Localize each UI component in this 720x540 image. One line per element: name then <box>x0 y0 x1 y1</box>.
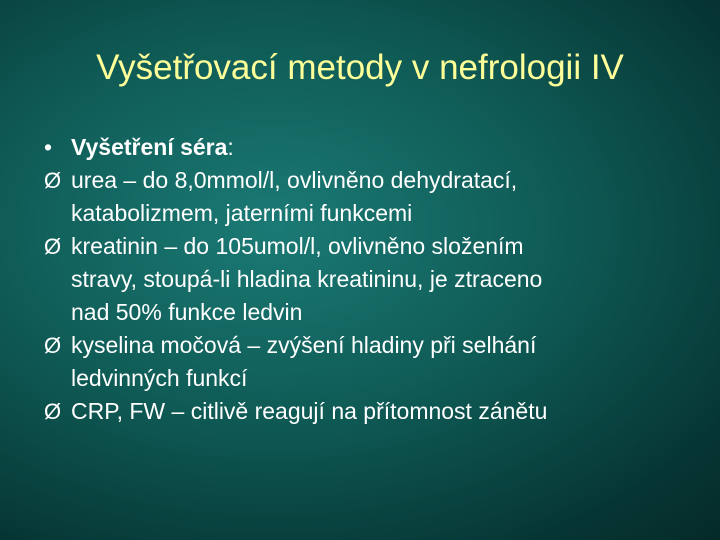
list-item <box>44 395 694 428</box>
arrow-bullet-icon: Ø <box>44 399 62 424</box>
arrow-bullet-icon: Ø <box>44 234 62 259</box>
slide-body <box>44 131 694 428</box>
arrow-bullet-icon: Ø <box>44 333 62 358</box>
slide-title: Vyšetřovací metody v nefrologii IV <box>96 48 624 87</box>
section-label: Vyšetření séra <box>71 134 228 160</box>
list-item-text: CRP, FW – citlivě reagují na přítomnost zánětu <box>71 398 548 424</box>
list-item-continuation: katabolizmem, jaterními funkcemi <box>71 200 413 226</box>
list-item-text: kreatinin – do 105umol/l, ovlivněno složením <box>71 233 524 259</box>
list-item <box>44 329 694 362</box>
section-suffix: : <box>227 134 234 160</box>
list-item-continuation: nad 50% funkce ledvin <box>71 299 303 325</box>
section-heading <box>44 131 694 164</box>
bullet-dot-icon: • <box>44 134 53 160</box>
arrow-bullet-icon: Ø <box>44 168 62 193</box>
list-item <box>44 164 694 197</box>
list-item-text: urea – do 8,0mmol/l, ovlivněno dehydratací, <box>71 167 518 193</box>
list-item <box>44 230 694 263</box>
list-item-continuation: ledvinných funkcí <box>71 365 248 391</box>
list-item-continuation: stravy, stoupá-li hladina kreatininu, je ztraceno <box>71 266 543 292</box>
list-item-text: kyselina močová – zvýšení hladiny při selhání <box>71 332 537 358</box>
